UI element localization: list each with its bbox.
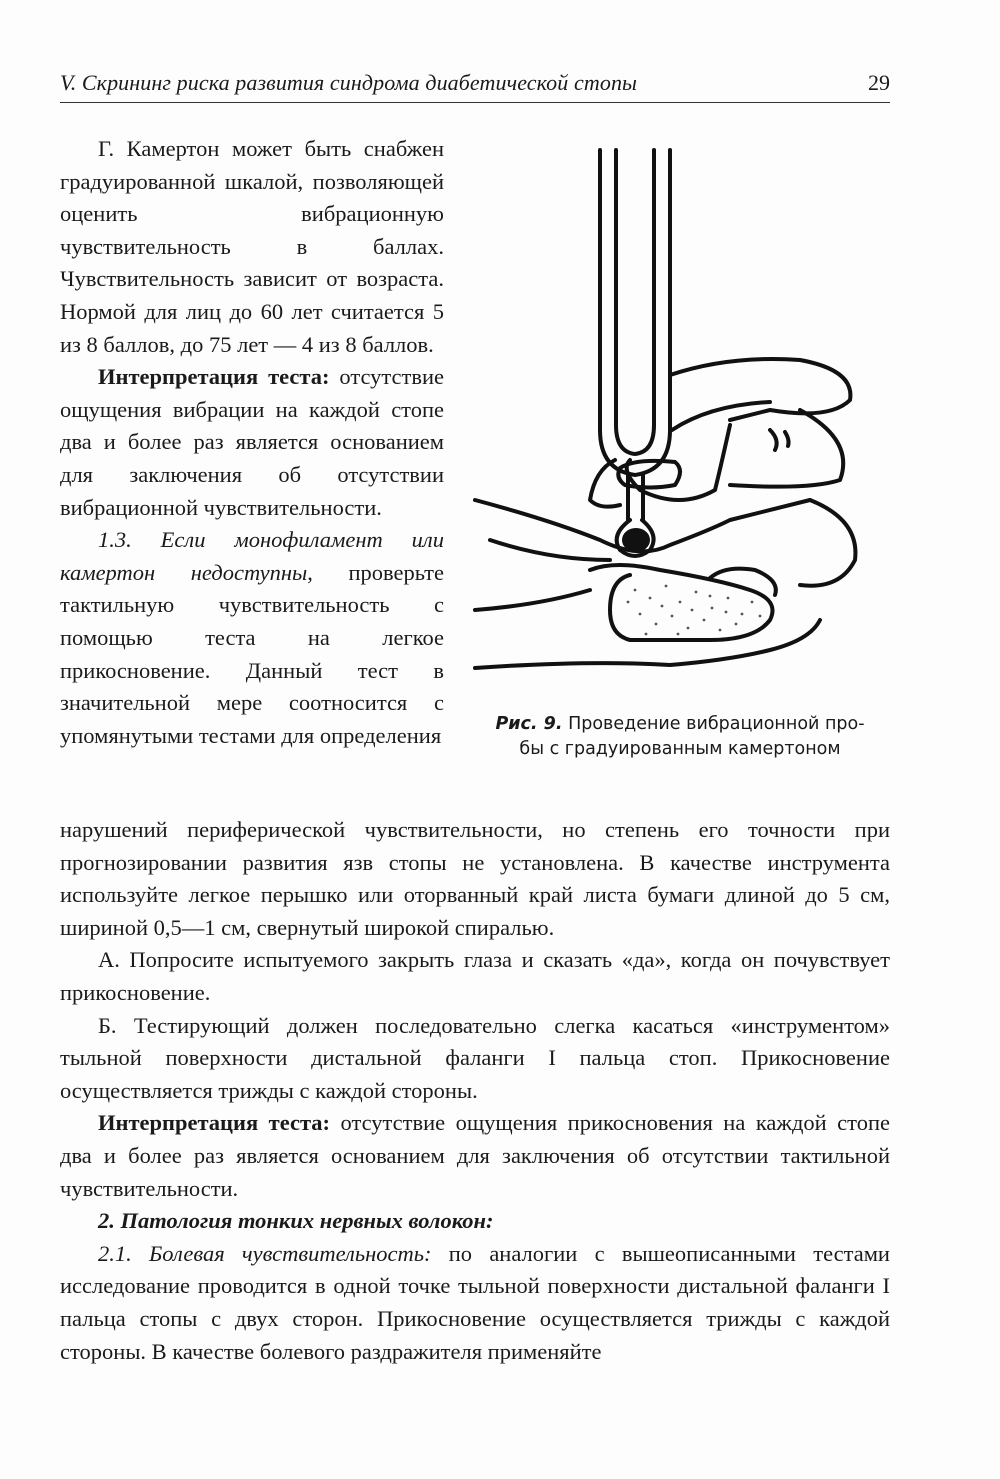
paragraph-interpretation-vibration — [60, 361, 444, 524]
interpretation-label: Интерпретация теста: — [98, 364, 330, 390]
section-1-3-text: , проверьте тактильную чувствительность с помощью теста на легкое прикосновение. Данный тест в значительной мере соотносится с упомянутыми тестами для определения — [60, 559, 444, 748]
tuning-fork-illustration — [470, 140, 870, 680]
running-header — [60, 68, 890, 103]
paragraph-2-1 — [60, 1238, 890, 1368]
chapter-title: V. Скрининг риска развития синдрома диабетической стопы — [60, 70, 638, 95]
figure-caption — [470, 712, 890, 762]
figure-caption-line2: бы с градуированным камертоном — [519, 739, 841, 759]
paragraph-g: Г. Камертон может быть снабжен градуированной шкалой, позволяющей оценить вибрационную чувствительность в баллах. Чувствительность зависит от возраста. Нормой для лиц до 60 лет считается 5 из 8 баллов, до 75 лет — 4 из 8 баллов. — [60, 136, 444, 357]
interpretation-tactile-text: отсутствие ощущения прикосновения на каждой стопе два и более раз является основанием для заключения об отсутствии тактильной чувствительности. — [60, 1110, 890, 1201]
section-1-3-italic: 1.3. Если монофиламент или камертон недоступны — [60, 527, 444, 585]
stipple-texture — [627, 585, 762, 636]
figure-label: Рис. 9. — [495, 714, 563, 734]
section-2-heading: 2. Патология тонких нервных волокон: — [98, 1208, 494, 1234]
paragraph-1-3 — [60, 524, 444, 752]
paragraph-a: А. Попросите испытуемого закрыть глаза и сказать «да», когда он почувствует прикосновение. — [60, 947, 890, 1005]
section-2-1-text: по аналогии с вышеописанными тестами исследование проводится в одной точке тыльной поверхности дистальной фаланги I пальца стопы с двух сторон. Прикосновение осуществляется трижды с каждой стороны. В качестве болевого раздражителя применяйте — [60, 1240, 890, 1364]
full-width-text — [60, 814, 890, 1368]
paragraph-b: Б. Тестирующий должен последовательно слегка касаться «инструментом» тыльной поверхности дистальной фаланги I пальца стоп. Прикосновение осуществляется трижды с каждой стороны. — [60, 1012, 890, 1103]
interpretation-tactile-label: Интерпретация теста: — [98, 1110, 331, 1136]
section-2-1-italic: 2.1. Болевая чувствительность: — [98, 1240, 432, 1266]
left-column-text — [60, 133, 444, 752]
paragraph-interpretation-tactile — [60, 1107, 890, 1205]
figure-caption-line1: Проведение вибрационной про- — [562, 714, 865, 734]
paragraph-continuation: нарушений периферической чувствительности, но степень его точности при прогнозировании развития язв стопы не установлена. В качестве инструмента используйте легкое перышко или оторванный край листа бумаги длиной до 5 см, шириной 0,5—1 см, свернутый широкой спиралью. — [60, 817, 890, 940]
section-heading — [60, 1205, 890, 1238]
page-number: 29 — [868, 70, 890, 95]
interpretation-text: отсутствие ощущения вибрации на каждой стопе два и более раз является основанием для заключения об отсутствии вибрационной чувствительности. — [60, 364, 444, 520]
